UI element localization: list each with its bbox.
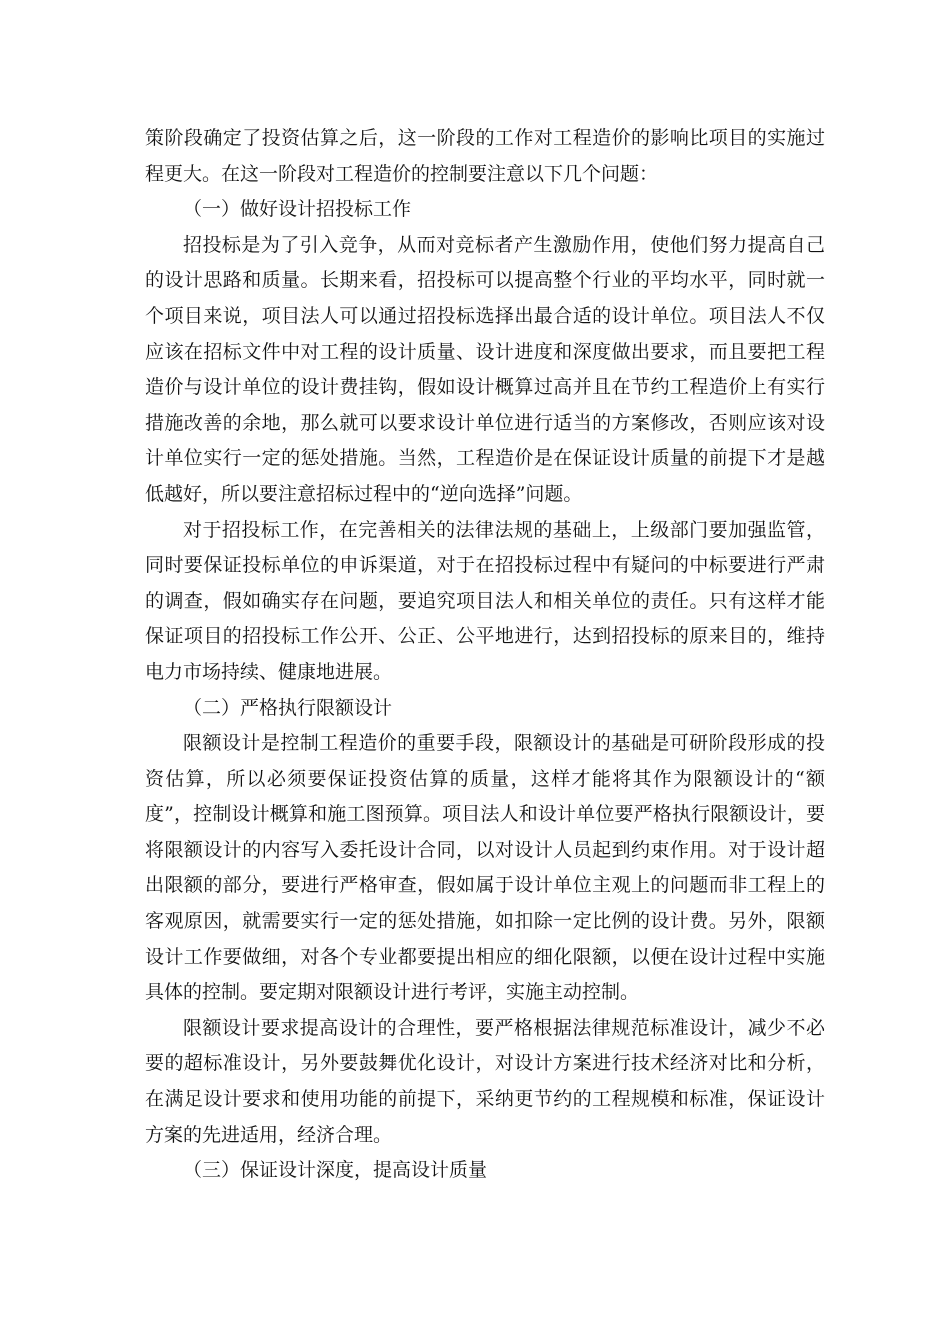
paragraph: 招投标是为了引入竞争，从而对竞标者产生激励作用，使他们努力提高自己的设计思路和质量。长期来看，招投标可以提高整个行业的平均水平，同时就一个项目来说，项目法人可以通过招投标选择出最合适的设计单位。项目法人不仅应该在招标文件中对工程的设计质量、设计进度和深度做出要求，而且要把工程造价与设计单位的设计费挂钩，假如设计概算过高并且在节约工程造价上有实行措施改善的余地，那么就可以要求设计单位进行适当的方案修改，否则应该对设计单位实行一定的惩处措施。当然，工程造价是在保证设计质量的前提下才是越低越好，所以要注意招标过程中的“逆向选择”问题。 [145, 233, 825, 505]
section-heading-3: （三）保证设计深度，提高设计质量 [183, 1159, 488, 1182]
section-heading-1: （一）做好设计招投标工作 [183, 198, 412, 221]
paragraph: 对于招投标工作，在完善相关的法律法规的基础上，上级部门要加强监管，同时要保证投标单位的申诉渠道，对于在招投标过程中有疑问的中标要进行严肃的调查，假如确实存在问题，要追究项目法人和相关单位的责任。只有这样才能保证项目的招投标工作公开、公正、公平地进行，达到招投标的原来目的，维持电力市场持续、健康地进展。 [145, 518, 825, 683]
section-heading-2: （二）严格执行限额设计 [183, 696, 393, 719]
paragraph-continued: 策阶段确定了投资估算之后，这一阶段的工作对工程造价的影响比项目的实施过程更大。在这一阶段对工程造价的控制要注意以下几个问题： [145, 127, 825, 185]
paragraph: 限额设计是控制工程造价的重要手段，限额设计的基础是可研阶段形成的投资估算，所以必须要保证投资估算的质量，这样才能将其作为限额设计的“额度”，控制设计概算和施工图预算。项目法人和设计单位要严格执行限额设计，要将限额设计的内容写入委托设计合同，以对设计人员起到约束作用。对于设计超出限额的部分，要进行严格审查，假如属于设计单位主观上的问题而非工程上的客观原因，就需要实行一定的惩处措施，如扣除一定比例的设计费。另外，限额设计工作要做细，对各个专业都要提出相应的细化限额，以便在设计过程中实施具体的控制。要定期对限额设计进行考评，实施主动控制。 [145, 732, 825, 1004]
paragraph: 限额设计要求提高设计的合理性，要严格根据法律规范标准设计，减少不必要的超标准设计，另外要鼓舞优化设计，对设计方案进行技术经济对比和分析，在满足设计要求和使用功能的前提下，采纳更节约的工程规模和标准，保证设计方案的先进适用，经济合理。 [145, 1016, 825, 1146]
document-body [145, 121, 825, 1189]
